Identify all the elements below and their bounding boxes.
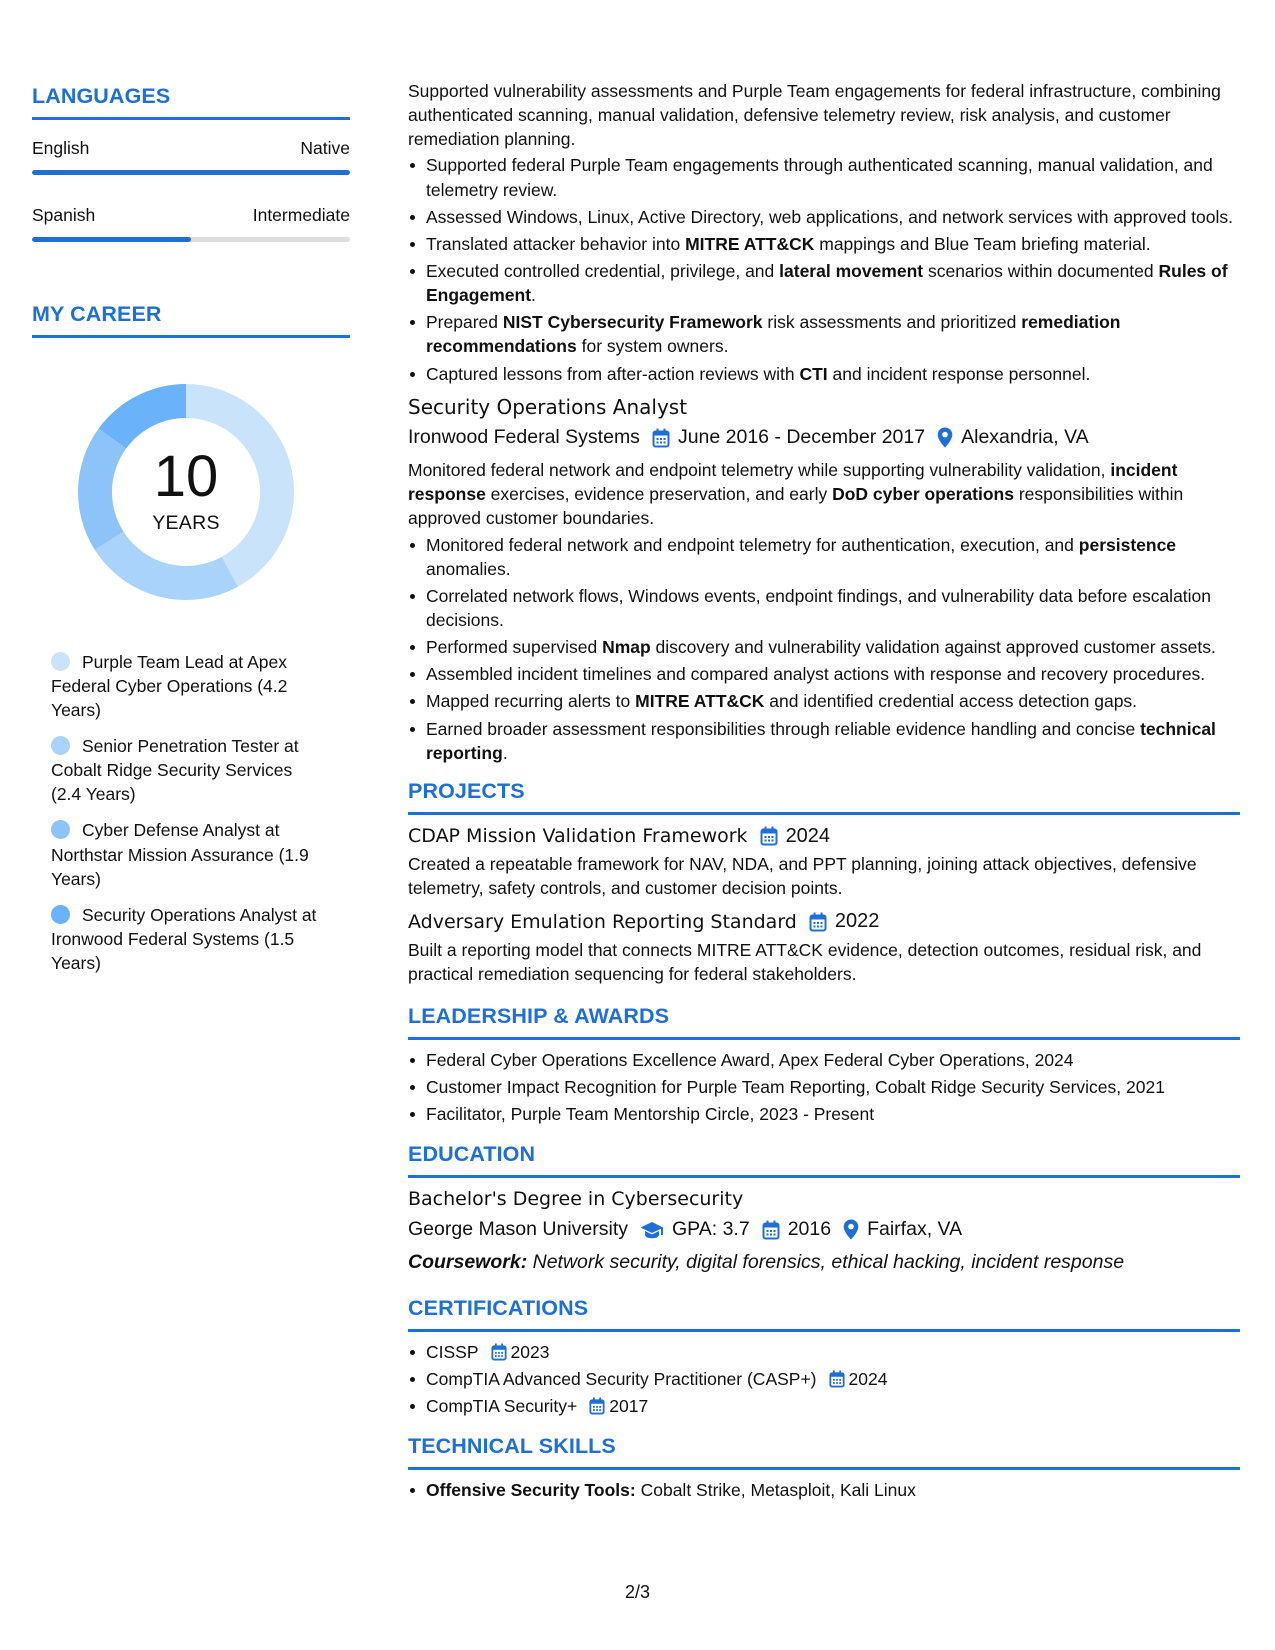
left-column <box>32 82 350 987</box>
summary-keyword: DoD cyber operations <box>832 484 1014 505</box>
job-bullet <box>408 635 1240 659</box>
job-dates: June 2016 - December 2017 <box>677 426 926 449</box>
job-bullet <box>408 717 1240 765</box>
education-gpa: GPA: 3.7 <box>672 1218 750 1241</box>
project-year: 2024 <box>785 824 831 847</box>
calendar-icon <box>589 1397 605 1415</box>
certification-year: 2017 <box>609 1395 649 1416</box>
job-bullet <box>408 362 1240 386</box>
calendar-icon <box>760 826 778 846</box>
job-bullet: Assessed Windows, Linux, Active Directory, web applications, and network services with approved tools. <box>408 205 1240 229</box>
project-description: Created a repeatable framework for NAV, NDA, and PPT planning, joining attack objectives, defensive telemetry, safety controls, and customer decision points. <box>408 854 1197 899</box>
project-item <box>408 908 1240 986</box>
language-bar-fill <box>32 170 350 175</box>
job-bullet <box>408 310 1240 358</box>
education-coursework <box>408 1249 1240 1276</box>
job-bullet: Assembled incident timelines and compared analyst actions with response and recovery procedures. <box>408 662 1240 686</box>
bullet-text: Executed controlled credential, privilege, and <box>426 260 780 281</box>
job-company: Ironwood Federal Systems <box>408 426 640 449</box>
skills-heading: TECHNICAL SKILLS <box>408 1432 1240 1470</box>
language-level: Intermediate <box>252 204 350 225</box>
coursework-label: Coursework: <box>408 1251 528 1274</box>
bullet-text: scenarios within documented <box>923 260 1159 281</box>
certifications-heading: CERTIFICATIONS <box>408 1294 1240 1332</box>
calendar-icon <box>491 1343 507 1361</box>
certification-year: 2023 <box>510 1341 550 1362</box>
certification-name: CompTIA Advanced Security Practitioner (CASP+) <box>426 1368 817 1389</box>
job-bullet <box>408 533 1240 581</box>
summary-text: exercises, evidence preservation, and early <box>485 484 833 505</box>
education-degree: Bachelor's Degree in Cybersecurity <box>408 1188 744 1211</box>
skills-item <box>408 1478 1240 1502</box>
summary-text: Monitored federal network and endpoint telemetry while supporting vulnerability validation, <box>408 460 1111 481</box>
bullet-text: risk assessments and prioritized <box>762 312 1022 333</box>
bullet-text: for system owners. <box>576 336 729 357</box>
bullet-keyword: NIST Cybersecurity Framework <box>502 312 763 333</box>
bullet-text: Captured lessons from after-action reviews with <box>426 363 800 384</box>
bullet-text: mappings and Blue Team briefing material. <box>814 233 1151 254</box>
education-location: Fairfax, VA <box>867 1218 963 1241</box>
career-donut-chart <box>66 372 306 612</box>
bullet-text: and identified credential access detection gaps. <box>764 691 1138 712</box>
projects-heading: PROJECTS <box>408 777 1240 815</box>
bullet-keyword: CTI <box>799 363 828 384</box>
certifications-list <box>408 1340 1240 1418</box>
calendar-icon <box>829 1370 845 1388</box>
skills-value: Cobalt Strike, Metasploit, Kali Linux <box>635 1479 916 1500</box>
job-bullet <box>408 232 1240 256</box>
job-summary: Supported vulnerability assessments and Purple Team engagements for federal infrastructure, combining authenticated scanning, manual validation, defensive telemetry review, risk analysis, and customer remediation planning. <box>408 81 1221 150</box>
job-bullet: Supported federal Purple Team engagements through authenticated scanning, manual validation, and telemetry review. <box>408 153 1240 201</box>
project-item <box>408 823 1240 901</box>
language-row <box>32 136 350 160</box>
job-meta <box>408 424 1240 451</box>
career-total-unit: YEARS <box>152 512 220 535</box>
skills-list <box>408 1478 1240 1502</box>
project-year: 2022 <box>834 910 880 933</box>
summary-keyword: incident response <box>408 460 1178 505</box>
career-section <box>32 300 350 975</box>
bullet-text: . <box>531 285 536 306</box>
language-name: English <box>32 137 90 158</box>
skills-label: Offensive Security Tools: <box>426 1479 636 1500</box>
leadership-item: Customer Impact Recognition for Purple Team Reporting, Cobalt Ridge Security Services, 2021 <box>408 1075 1240 1099</box>
donut-center <box>66 372 306 612</box>
bullet-text: discovery and vulnerability validation against approved customer assets. <box>650 637 1216 658</box>
calendar-icon <box>762 1220 780 1240</box>
education-meta <box>408 1216 1240 1243</box>
bullet-text: Prepared <box>426 312 503 333</box>
education-heading: EDUCATION <box>408 1140 1240 1178</box>
language-bar <box>32 170 350 175</box>
bullet-keyword: technical reporting <box>426 718 1216 763</box>
career-legend-text: Senior Penetration Tester at Cobalt Ridge Security Services (2.4 Years) <box>51 736 299 805</box>
graduation-cap-icon <box>640 1221 664 1239</box>
bullet-keyword: remediation recommendations <box>426 312 1121 357</box>
bullet-keyword: MITRE ATT&CK <box>685 233 815 254</box>
leadership-item: Federal Cyber Operations Excellence Award, Apex Federal Cyber Operations, 2024 <box>408 1048 1240 1072</box>
bullet-text: anomalies. <box>426 558 511 579</box>
leadership-heading: LEADERSHIP & AWARDS <box>408 1002 1240 1040</box>
career-legend <box>51 650 321 976</box>
bullet-keyword: MITRE ATT&CK <box>635 691 765 712</box>
job-title: Security Operations Analyst <box>408 394 688 419</box>
language-level: Native <box>300 137 350 158</box>
project-title-row <box>408 908 1240 936</box>
certification-year: 2024 <box>848 1368 888 1389</box>
job-summary <box>408 458 1240 530</box>
page-number: 2/3 <box>624 1582 651 1602</box>
career-total-years: 10 <box>153 444 219 510</box>
bullet-keyword: Nmap <box>602 637 651 658</box>
job-bullet <box>408 689 1240 713</box>
location-pin-icon <box>937 427 953 448</box>
education-school: George Mason University <box>408 1218 629 1241</box>
career-heading: MY CAREER <box>32 300 350 338</box>
coursework-text: Network security, digital forensics, ethical hacking, incident response <box>527 1251 1125 1274</box>
certification-item <box>408 1340 1240 1364</box>
project-name: Adversary Emulation Reporting Standard <box>408 911 797 934</box>
job-bullets <box>408 153 1240 385</box>
bullet-text: Translated attacker behavior into <box>426 233 686 254</box>
legend-dot <box>51 905 70 924</box>
calendar-icon <box>652 428 670 448</box>
summary-text: responsibilities within approved customer boundaries. <box>408 484 1184 529</box>
languages-heading: LANGUAGES <box>32 82 350 120</box>
legend-dot <box>51 820 70 839</box>
right-column <box>408 79 1240 1505</box>
language-row <box>32 203 350 227</box>
bullet-keyword: lateral movement <box>779 260 924 281</box>
job-bullet <box>408 259 1240 307</box>
bullet-text: and incident response personnel. <box>827 363 1091 384</box>
certification-name: CISSP <box>426 1341 479 1362</box>
legend-dot <box>51 736 70 755</box>
leadership-list <box>408 1048 1240 1126</box>
career-legend-item <box>51 818 321 890</box>
education-year: 2016 <box>787 1218 832 1241</box>
calendar-icon <box>809 912 827 932</box>
career-legend-text: Cyber Defense Analyst at Northstar Mission Assurance (1.9 Years) <box>51 820 309 889</box>
job-bullet: Correlated network flows, Windows events, endpoint findings, and vulnerability data before escalation decisions. <box>408 584 1240 632</box>
language-name: Spanish <box>32 204 96 225</box>
career-legend-item <box>51 903 321 975</box>
bullet-keyword: Rules of Engagement <box>426 260 1228 306</box>
bullet-text: Mapped recurring alerts to <box>426 691 636 712</box>
bullet-text: Earned broader assessment responsibilities through reliable evidence handling and concise <box>426 718 1141 739</box>
career-legend-text: Security Operations Analyst at Ironwood Federal Systems (1.5 Years) <box>51 904 317 974</box>
certification-item <box>408 1394 1240 1418</box>
job-bullets <box>408 533 1240 765</box>
certification-name: CompTIA Security+ <box>426 1395 578 1416</box>
project-name: CDAP Mission Validation Framework <box>408 825 748 848</box>
language-bar <box>32 237 350 242</box>
bullet-text: . <box>502 742 508 763</box>
location-pin-icon <box>843 1219 859 1240</box>
bullet-text: Monitored federal network and endpoint telemetry for authentication, execution, and <box>426 534 1079 555</box>
bullet-text: Performed supervised <box>426 637 603 658</box>
job-location: Alexandria, VA <box>961 426 1089 449</box>
career-legend-text: Purple Team Lead at Apex Federal Cyber Operations (4.2 Years) <box>51 651 288 720</box>
career-legend-item <box>51 734 321 806</box>
bullet-keyword: persistence <box>1078 534 1177 555</box>
project-description: Built a reporting model that connects MITRE ATT&CK evidence, detection outcomes, residual risk, and practical remediation sequencing for federal stakeholders. <box>408 940 1202 985</box>
language-bar-fill <box>32 237 191 242</box>
project-title-row <box>408 823 1240 851</box>
leadership-item: Facilitator, Purple Team Mentorship Circle, 2023 - Present <box>408 1102 1240 1126</box>
legend-dot <box>51 652 70 671</box>
career-legend-item <box>51 650 321 722</box>
certification-item <box>408 1367 1240 1391</box>
